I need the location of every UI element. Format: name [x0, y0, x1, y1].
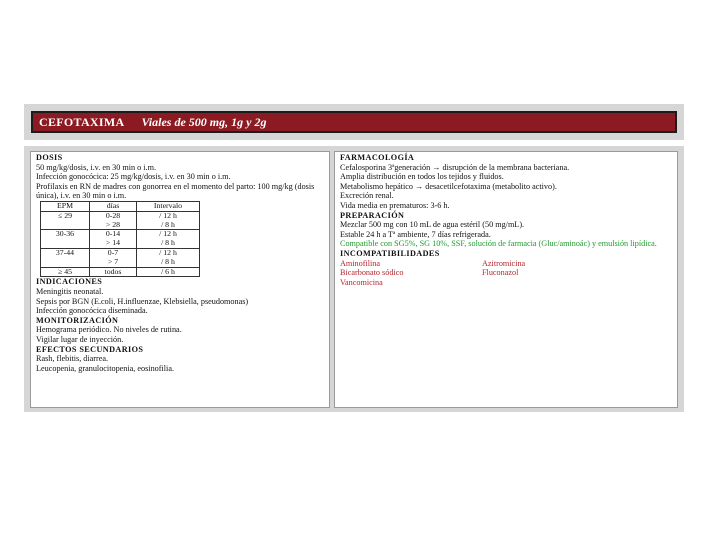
epm-cell: 30-36	[41, 230, 90, 249]
monitorizacion-line: Hemograma periódico. No niveles de rutina.	[36, 325, 182, 335]
table-header: EPM	[41, 201, 90, 211]
incompatible-drug: Azitromicina	[482, 258, 526, 268]
intervalo-value: / 6 h	[161, 266, 175, 276]
intervalo-cell	[137, 248, 200, 267]
table-row	[41, 248, 200, 267]
monitorizacion-line: Vigilar lugar de inyección.	[36, 334, 124, 344]
efectos-line: Leucopenia, granulocitopenia, eosinofilia.	[36, 363, 175, 373]
table-header: días	[90, 201, 137, 211]
incompatible-drug: Vancomicina	[340, 277, 383, 287]
dosis-line: 50 mg/kg/dosis, i.v. en 30 min o i.m.	[36, 162, 157, 172]
dosis-line: Profilaxis en RN de madres con gonorrea en el momento del parto: 100 mg/kg (dosis única), i.v. en 30 min o i.m.	[36, 181, 315, 201]
dias-value: > 28	[105, 219, 121, 229]
indicaciones-line: Sepsis por BGN (E.coli, H.influenzae, Klebsiella, pseudomonas)	[36, 296, 249, 306]
intervalo-value: / 12 h	[159, 210, 177, 220]
table-row	[41, 211, 200, 230]
intervalo-value: / 8 h	[161, 256, 175, 266]
incompatibilities-list	[340, 259, 672, 288]
incompatibilidades-heading: INCOMPATIBILIDADES	[340, 248, 440, 258]
table-row	[41, 267, 200, 277]
monitorizacion-heading: MONITORIZACIÓN	[36, 315, 119, 325]
table-row	[41, 230, 200, 249]
farmacologia-line: Amplia distribución en todos los tejidos y fluidos.	[340, 172, 504, 182]
dias-value: todos	[104, 266, 122, 276]
farmacologia-line: Vida media en prematuros: 3-6 h.	[340, 200, 450, 210]
intervalo-value: / 12 h	[159, 247, 177, 257]
dias-value: 0-28	[105, 210, 121, 220]
indicaciones-line: Infección gonocócica diseminada.	[36, 306, 148, 316]
dosing-table	[40, 201, 200, 277]
dias-cell	[90, 211, 137, 230]
intervalo-value: / 8 h	[161, 238, 175, 248]
epm-cell: ≤ 29	[41, 211, 90, 230]
efectos-heading: EFECTOS SECUNDARIOS	[36, 344, 144, 354]
dias-cell	[90, 267, 137, 277]
dias-cell	[90, 248, 137, 267]
indicaciones-heading: INDICACIONES	[36, 277, 103, 287]
drug-title-bar	[31, 111, 677, 133]
farmacologia-line: Cefalosporina 3ªgeneración → disrupción de la membrana bacteriana.	[340, 162, 570, 172]
epm-cell: ≥ 45	[41, 267, 90, 277]
intervalo-value: / 8 h	[161, 219, 175, 229]
left-panel	[30, 151, 330, 408]
incompatible-drug: Bicarbonato sódico	[340, 268, 404, 278]
dias-cell	[90, 230, 137, 249]
preparacion-line: Estable 24 h a Tª ambiente, 7 días refrigerada.	[340, 229, 491, 239]
dosis-heading: DOSIS	[36, 153, 63, 162]
farmacologia-line: Excreción renal.	[340, 191, 394, 201]
intervalo-cell	[137, 267, 200, 277]
preparacion-heading: PREPARACIÓN	[340, 210, 405, 220]
dias-value: 0-7	[107, 247, 119, 257]
table-header-row	[41, 201, 200, 211]
dias-value: > 7	[107, 256, 119, 266]
intervalo-cell	[137, 211, 200, 230]
drug-name: CEFOTAXIMA	[39, 115, 125, 129]
intervalo-cell	[137, 230, 200, 249]
drug-presentations: Viales de 500 mg, 1g y 2g	[141, 115, 267, 129]
incompatible-drug: Aminofilina	[340, 258, 381, 268]
epm-cell: 37-44	[41, 248, 90, 267]
intervalo-value: / 12 h	[159, 229, 177, 239]
efectos-line: Rash, flebitis, diarrea.	[36, 354, 109, 364]
incompatible-drug: Fluconazol	[482, 268, 519, 278]
farmacologia-line: Metabolismo hepático → desacetilcefotaxima (metabolito activo).	[340, 181, 557, 191]
dias-value: 0-14	[105, 229, 121, 239]
table-header: Intervalo	[137, 201, 200, 211]
farmacologia-heading: FARMACOLOGÍA	[340, 153, 415, 162]
right-panel	[334, 151, 678, 408]
compatibility-line: Compatible con SG5%, SG 10%, SSF, solución de farmacia (Gluc/aminoác) y emulsión lipídica.	[340, 239, 657, 249]
preparacion-line: Mezclar 500 mg con 10 mL de agua estéril (50 mg/mL).	[340, 220, 525, 230]
dosis-line: Infección gonocócica: 25 mg/kg/dosis, i.v. en 30 min o i.m.	[36, 172, 231, 182]
indicaciones-line: Meningitis neonatal.	[36, 286, 104, 296]
dias-value: > 14	[105, 238, 121, 248]
